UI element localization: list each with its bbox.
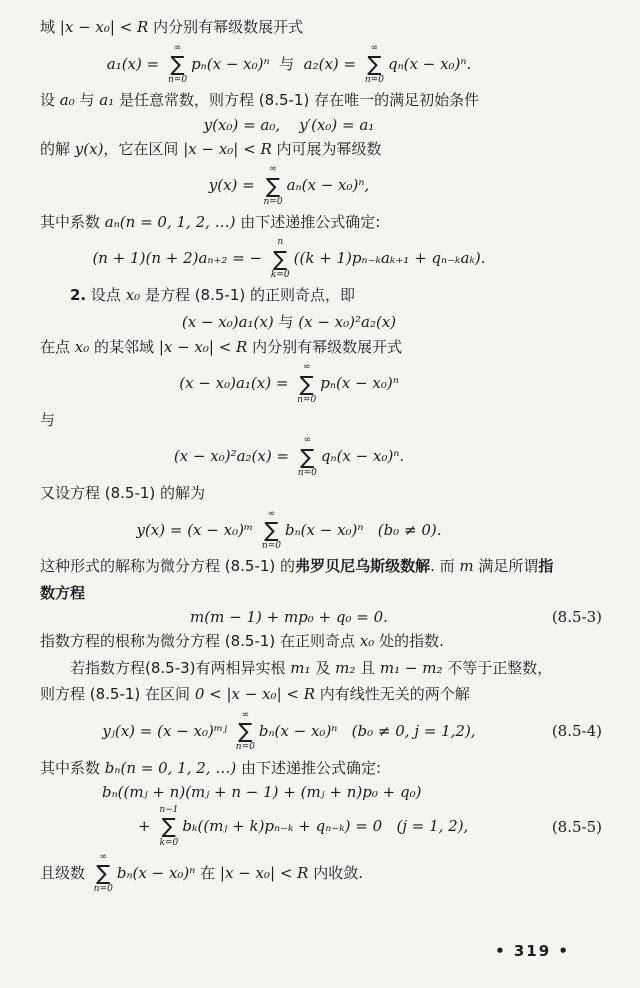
- math-expression: a₂(x) =: [303, 54, 361, 73]
- math-expression: (x − x₀)a₁(x) =: [179, 374, 294, 393]
- display-equation: [40, 116, 602, 134]
- math-expression: aₙ(x − x₀)ⁿ,: [286, 176, 370, 195]
- math-expression: x₀: [74, 337, 90, 356]
- math-expression: |x − x₀| < R: [219, 863, 309, 882]
- body-text: 若指数方程(8.5-3)有两相异实根: [70, 658, 291, 677]
- math-expression: m₂: [335, 658, 356, 677]
- summation-symbol: [264, 164, 283, 207]
- sum-lower-limit: n=0: [263, 196, 283, 207]
- sum-lower-limit: n=0: [261, 541, 281, 552]
- sigma-glyph: ∑: [273, 246, 288, 271]
- math-expression: bₙ(x − x₀)ⁿ (b₀ ≠ 0, j = 1,2),: [258, 721, 476, 740]
- summation-symbol: [271, 237, 290, 280]
- summation-symbol: [236, 710, 255, 753]
- math-expression: m: [459, 557, 474, 576]
- math-expression: (n + 1)(n + 2)aₙ₊₂ = −: [92, 249, 267, 268]
- math-expression: m₁ − m₂: [379, 658, 443, 677]
- summation-symbol: [298, 435, 317, 478]
- equation-8.5-5: [40, 805, 602, 848]
- text-paragraph: [40, 582, 602, 605]
- equation-8.5-3: [40, 608, 602, 626]
- math-expression: x₀: [125, 286, 141, 305]
- body-text: 这种形式的解称为微分方程 (8.5-1) 的: [40, 557, 296, 576]
- page-number: • 319 •: [495, 942, 570, 960]
- display-equation: [40, 43, 602, 86]
- body-text: 内有线性无关的两个解: [315, 685, 470, 704]
- bold-text: 弗罗贝尼乌斯级数解: [295, 557, 431, 576]
- sigma-glyph: ∑: [238, 719, 253, 744]
- body-text: 内分别有幂级数展开式: [247, 337, 403, 356]
- body-text: 其中系数: [40, 212, 105, 231]
- math-expression: m(m − 1) + mp₀ + q₀ = 0.: [190, 608, 388, 627]
- summation-symbol: [94, 852, 113, 895]
- sigma-glyph: ∑: [299, 371, 314, 396]
- sum-lower-limit: k=0: [159, 837, 179, 848]
- math-expression: y(x): [74, 139, 104, 158]
- sum-lower-limit: k=0: [270, 269, 290, 280]
- math-expression: pₙ(x − x₀)ⁿ: [320, 374, 399, 393]
- math-expression: bₙ((mⱼ + n)(mⱼ + n − 1) + (mⱼ + n)p₀ + q₀): [102, 783, 422, 802]
- text-paragraph: [40, 757, 602, 780]
- text-paragraph: [40, 482, 602, 505]
- summation-symbol: [297, 362, 316, 405]
- equation-number: (8.5-4): [551, 722, 602, 741]
- summation-symbol: [365, 43, 384, 86]
- sum-lower-limit: n=0: [167, 74, 188, 85]
- text-paragraph: [40, 630, 602, 653]
- math-expression: (x − x₀)²a₂(x) =: [173, 447, 294, 466]
- bold-text: 数方程: [40, 583, 86, 602]
- body-text: 且: [355, 658, 380, 677]
- math-expression: (x − x₀)a₁(x): [181, 312, 274, 331]
- body-text: 域: [40, 18, 60, 36]
- text-paragraph: [40, 89, 602, 112]
- sigma-glyph: ∑: [300, 444, 315, 469]
- math-expression: ((k + 1)pₙ₋ₖaₖ₊₁ + qₙ₋ₖaₖ).: [293, 249, 486, 268]
- body-text: 由下述递推公式确定:: [236, 758, 381, 777]
- body-text: 与: [40, 410, 56, 429]
- math-expression: pₙ(x − x₀)ⁿ: [191, 54, 270, 73]
- sum-upper-limit: ∞: [269, 164, 277, 175]
- display-equation: [40, 435, 602, 478]
- body-text: 由下述递推公式确定:: [235, 212, 381, 231]
- body-text: 的某邻域: [89, 337, 159, 356]
- equation-8.5-4: [40, 710, 602, 753]
- body-text: 与: [269, 54, 304, 73]
- summation-symbol: [159, 805, 178, 848]
- math-expression: y(x) = (x − x₀)ᵐ: [136, 520, 258, 539]
- body-text: 是任意常数，则方程 (8.5-1) 存在唯一的满足初始条件: [114, 91, 480, 110]
- body-text: 内可展为幂级数: [271, 139, 382, 158]
- sum-upper-limit: n: [277, 237, 284, 248]
- sum-upper-limit: ∞: [370, 42, 379, 53]
- summation-symbol: [262, 509, 281, 552]
- sum-upper-limit: ∞: [241, 709, 250, 720]
- display-equation: [40, 783, 602, 801]
- math-expression: y(x) =: [208, 176, 260, 195]
- math-expression: |x − x₀| < R: [59, 18, 149, 36]
- math-expression: qₙ(x − x₀)ⁿ.: [320, 447, 405, 466]
- math-expression: x₀: [359, 632, 375, 651]
- math-expression: 0 < |x − x₀| < R: [194, 685, 316, 704]
- math-expression: (x − x₀)²a₂(x): [298, 312, 397, 331]
- body-text: 则方程 (8.5-1) 在区间: [40, 685, 195, 704]
- math-expression: y(x₀) = a₀, y′(x₀) = a₁: [203, 115, 375, 134]
- sigma-glyph: ∑: [170, 51, 185, 76]
- sum-lower-limit: n=0: [364, 74, 384, 85]
- body-text: . 而: [430, 557, 460, 576]
- math-expression: |x − x₀| < R: [183, 139, 272, 158]
- equation-number: (8.5-3): [551, 608, 602, 627]
- sigma-glyph: ∑: [161, 814, 176, 839]
- body-text: 在: [195, 863, 220, 882]
- body-text: 指数方程的根称为微分方程 (8.5-1) 在正则奇点: [40, 632, 360, 651]
- body-text: 设: [40, 91, 60, 110]
- body-text: 且级数: [40, 863, 90, 882]
- math-expression: a₁: [99, 91, 115, 110]
- body-text: 其中系数: [40, 758, 105, 777]
- body-text: 设点: [86, 286, 126, 305]
- sigma-glyph: ∑: [367, 51, 382, 76]
- math-expression: m₁: [290, 658, 311, 677]
- body-text: ，它在区间: [103, 139, 184, 158]
- text-paragraph: [40, 409, 602, 432]
- sum-upper-limit: ∞: [99, 851, 108, 862]
- math-expression: a₁(x) =: [106, 54, 164, 73]
- bold-text: 2.: [70, 286, 87, 305]
- sum-lower-limit: n=0: [297, 467, 317, 478]
- body-text: 处的指数.: [374, 632, 444, 651]
- sum-upper-limit: ∞: [173, 42, 182, 53]
- math-expression: bₖ((mⱼ + k)pₙ₋ₖ + qₙ₋ₖ) = 0 (j = 1, 2),: [182, 817, 469, 835]
- body-text: 又设方程 (8.5-1) 的解为: [40, 484, 206, 503]
- sum-upper-limit: ∞: [302, 362, 311, 373]
- math-expression: bₙ(x − x₀)ⁿ (b₀ ≠ 0).: [284, 520, 442, 539]
- summation-symbol: [168, 43, 187, 86]
- sigma-glyph: ∑: [96, 861, 111, 886]
- display-equation: [40, 509, 602, 552]
- text-paragraph: [40, 16, 602, 39]
- body-text: 与: [273, 312, 299, 331]
- body-text: 内收敛.: [308, 863, 364, 882]
- equation-number: (8.5-5): [551, 817, 602, 836]
- math-expression: yⱼ(x) = (x − x₀)ᵐʲ: [102, 721, 232, 740]
- body-text: 内分别有幂级数展开式: [148, 18, 304, 36]
- math-expression: a₀: [59, 91, 75, 110]
- math-expression: aₙ(n = 0, 1, 2, …): [104, 212, 236, 231]
- body-text: 在点: [40, 337, 75, 356]
- text-paragraph: [40, 138, 602, 161]
- math-expression: |x − x₀| < R: [158, 337, 248, 356]
- text-paragraph: [40, 555, 602, 578]
- sum-upper-limit: ∞: [303, 435, 312, 446]
- body-text: 不等于正整数，: [442, 658, 553, 677]
- text-paragraph: [40, 336, 602, 359]
- display-equation: [40, 237, 602, 280]
- display-equation: [40, 362, 602, 405]
- body-text: 的解: [40, 139, 75, 158]
- sum-lower-limit: n=0: [297, 394, 317, 405]
- sum-upper-limit: ∞: [267, 508, 276, 519]
- bold-text: 指: [538, 557, 554, 576]
- math-expression: +: [138, 817, 156, 835]
- page-content: [40, 16, 602, 895]
- sigma-glyph: ∑: [264, 518, 279, 543]
- text-paragraph: [40, 284, 602, 307]
- display-equation: [40, 164, 602, 207]
- body-text: 满足所谓: [473, 557, 539, 576]
- text-paragraph: [40, 852, 602, 895]
- math-expression: bₙ(n = 0, 1, 2, …): [104, 758, 237, 777]
- text-paragraph: [40, 211, 602, 234]
- sum-lower-limit: n=0: [235, 742, 255, 753]
- body-text: 及: [310, 658, 336, 677]
- body-text: 是方程 (8.5-1) 的正则奇点，即: [140, 286, 355, 305]
- math-expression: bₙ(x − x₀)ⁿ: [116, 863, 196, 882]
- text-paragraph: [40, 657, 602, 680]
- text-paragraph: [40, 683, 602, 706]
- display-equation: [40, 311, 602, 332]
- math-expression: qₙ(x − x₀)ⁿ.: [387, 54, 472, 73]
- body-text: 与: [74, 91, 100, 110]
- sigma-glyph: ∑: [265, 173, 281, 198]
- sum-upper-limit: n−1: [159, 805, 179, 816]
- sum-lower-limit: n=0: [93, 884, 113, 895]
